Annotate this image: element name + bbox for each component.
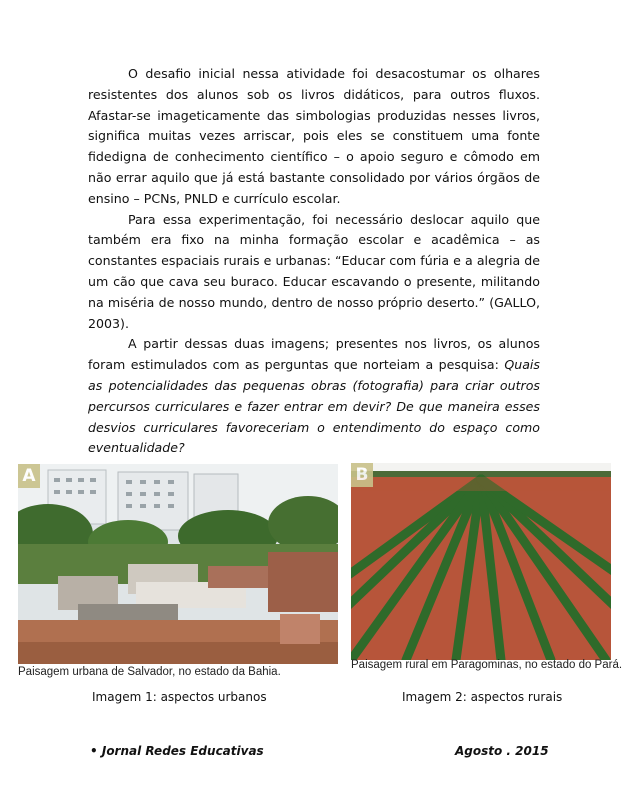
figure-label-2: Imagem 2: aspectos rurais [402, 690, 563, 704]
crop-field-illustration [351, 463, 611, 660]
figure-badge-b: B [351, 463, 373, 487]
paragraph-3-text: A partir dessas duas imagens; presentes nos livros, os alunos foram estimulados com as perguntas que norteiam a pesquisa: [88, 336, 540, 373]
article-text [88, 64, 540, 459]
urban-photo [18, 464, 338, 664]
paragraph-2: Para essa experimentação, foi necessário deslocar aquilo que também era fixo na minha formação escolar e acadêmica – as constantes espaciais rurais e urbanas: “Educar com fúria e a alegria de um cão que cava seu buraco. Educar escavando o presente, militando na miséria de nosso mundo, dentro de nosso próprio deserto.” (GALLO, 2003). [88, 211, 540, 331]
photo-caption-b: Paisagem rural em Paragominas, no estado do Pará. [351, 659, 623, 671]
urban-landscape-illustration [18, 464, 338, 664]
paragraph-1: O desafio inicial nessa atividade foi desacostumar os olhares resistentes dos alunos sob os livros didáticos, para outros fluxos. Afastar-se imageticamente das simbologias produzidas nesses livros, significa muitas vezes arriscar, pois eles se constituem uma fonte fidedigna de conhecimento científico – o apoio seguro e cômodo em não errar aquilo que já está bastante consolidado por vários órgãos de ensino – PCNs, PNLD e currículo escolar. [88, 66, 540, 206]
research-questions: Quais as potencialidades das pequenas obras (fotografia) para criar outros percursos curriculares e fazer entrar em devir? De que maneira esses desvios curriculares favoreceriam o entendimento do espaço como eventualidade? [88, 357, 540, 456]
footer-publication: • Jornal Redes Educativas [90, 744, 264, 758]
paragraph-3 [88, 334, 540, 459]
figure-label-1: Imagem 1: aspectos urbanos [92, 690, 267, 704]
photo-caption-a: Paisagem urbana de Salvador, no estado da Bahia. [18, 666, 281, 678]
figure-badge-a: A [18, 464, 40, 488]
rural-photo [351, 463, 611, 660]
footer-date: Agosto . 2015 [455, 744, 549, 758]
